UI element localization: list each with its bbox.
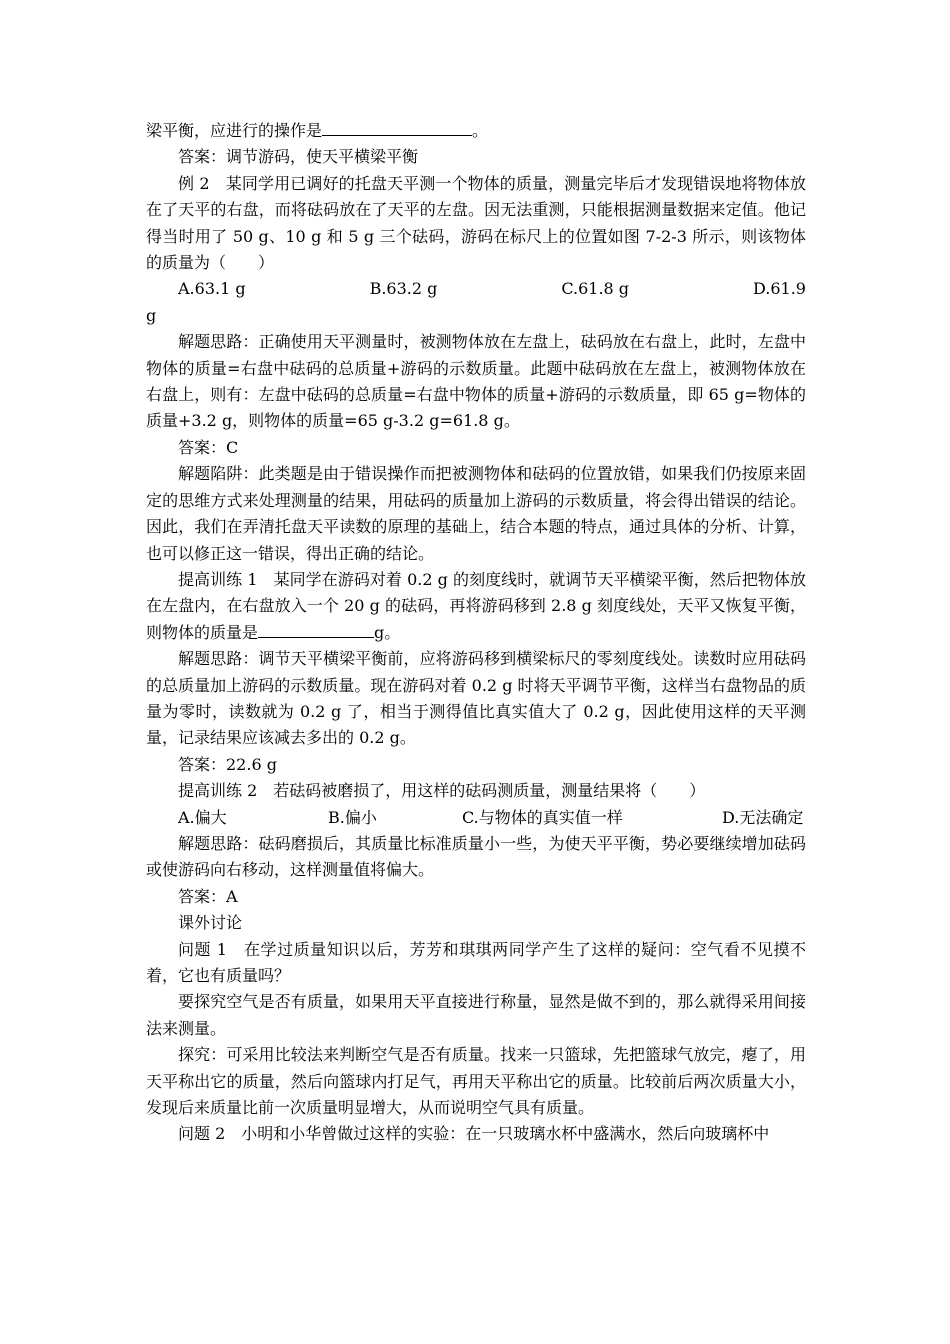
solution-2: 解题思路：正确使用天平测量时，被测物体放在左盘上，砝码放在右盘上，此时，左盘中物体的质量=右盘中砝码的总质量+游码的示数质量。此题中砝码放在左盘上，被测物体放在右盘上，则有：左盘中砝码的总质量=右盘中物体的质量+游码的示数质量，即 65 g=物体的质量+3.2 g，则物体的质量=65 g-3.2 g=61.8 g。 [146, 332, 806, 431]
question-1-inquiry: 探究：可采用比较法来判断空气是否有质量。找来一只篮球，先把篮球气放完，瘪了，用天平称出它的质量，然后向篮球内打足气，再用天平称出它的质量。比较前后两次质量大小，发现后来质量比前一次质量明显增大，从而说明空气具有质量。 [146, 1045, 806, 1118]
text: g。 [374, 622, 401, 642]
text: 梁平衡，应进行的操作是 [146, 121, 323, 140]
option-b: B.63.2 g [369, 279, 438, 299]
text: 。 [472, 121, 489, 140]
answer-blank [258, 621, 374, 638]
answer-1: 答案：调节游码，使天平横梁平衡 [178, 147, 419, 167]
option-c: C.61.8 g [561, 279, 630, 299]
example-2-options [146, 276, 806, 302]
answer-blank [322, 119, 472, 136]
exercise-2: 提高训练 2 若砝码被磨损了，用这样的砝码测质量，测量结果将（ ） [178, 781, 706, 801]
solution-exercise-2: 解题思路：砝码磨损后，其质量比标准质量小一些，为使天平平衡，势必要继续增加砝码或使游码向右移动，这样测量值将偏大。 [146, 833, 806, 880]
option-b: B.偏小 [328, 807, 377, 827]
answer-2: 答案：C [178, 437, 239, 457]
document-page [146, 118, 806, 1148]
question-2: 问题 2 小明和小华曾做过这样的实验：在一只玻璃水杯中盛满水，然后向玻璃杯中 [178, 1124, 770, 1144]
exercise-1 [146, 567, 806, 646]
answer-exercise-2: 答案：A [178, 886, 238, 906]
option-d-unit: g [146, 305, 157, 325]
section-heading: 课外讨论 [178, 913, 243, 933]
paragraph-question-end [146, 118, 806, 144]
solution-exercise-1: 解题思路：调节天平横梁平衡前，应将游码移到横梁标尺的零刻度线处。读数时应用砝码的总质量加上游码的示数质量。现在游码对着 0.2 g 时将天平调节平衡，这样当右盘物品的质量为零时，读数就为 0.2 g 了，相当于测得值比真实值大了 0.2 g，因此使用这样的天平测量，记录结果应该减去多出的 0.2 g。 [146, 649, 806, 748]
question-1-note: 要探究空气是否有质量，如果用天平直接进行称量，显然是做不到的，那么就得采用间接法来测量。 [146, 992, 806, 1038]
text: 提高训练 1 某同学在游码对着 0.2 g 的刻度线时，就调节天平横梁平衡，然后把物体放在左盘内，在右盘放入一个 20 g 的砝码，再将游码移到 2.8 g 刻度线处，天平又恢复平衡，则物体的质量是 [146, 569, 806, 642]
option-a: A.偏大 [178, 807, 227, 827]
example-2: 例 2 某同学用已调好的托盘天平测一个物体的质量，测量完毕后才发现错误地将物体放在了天平的右盘，而将砝码放在了天平的左盘。因无法重测，只能根据测量数据来定值。他记得当时用了 50 g、10 g 和 5 g 三个砝码，游码在标尺上的位置如图 7-2-3 所示，则该物体的质量为（ ） [146, 173, 806, 273]
trap-2: 解题陷阱：此类题是由于错误操作而把被测物体和砝码的位置放错，如果我们仍按原来固定的思维方式来处理测量的结果，用砝码的质量加上游码的示数质量，将会得出错误的结论。因此，我们在弄清托盘天平读数的原理的基础上，结合本题的特点，通过具体的分析、计算，也可以修正这一错误，得出正确的结论。 [146, 464, 806, 563]
option-a: A.63.1 g [178, 279, 246, 299]
option-c: C.与物体的真实值一样 [462, 807, 623, 827]
option-d: D.61.9 [753, 279, 806, 299]
question-1: 问题 1 在学过质量知识以后，芳芳和琪琪两同学产生了这样的疑问：空气看不见摸不着，它也有质量吗？ [146, 939, 806, 985]
option-d: D.无法确定 [722, 807, 804, 827]
answer-exercise-1: 答案：22.6 g [178, 754, 277, 774]
exercise-2-options [146, 805, 806, 831]
